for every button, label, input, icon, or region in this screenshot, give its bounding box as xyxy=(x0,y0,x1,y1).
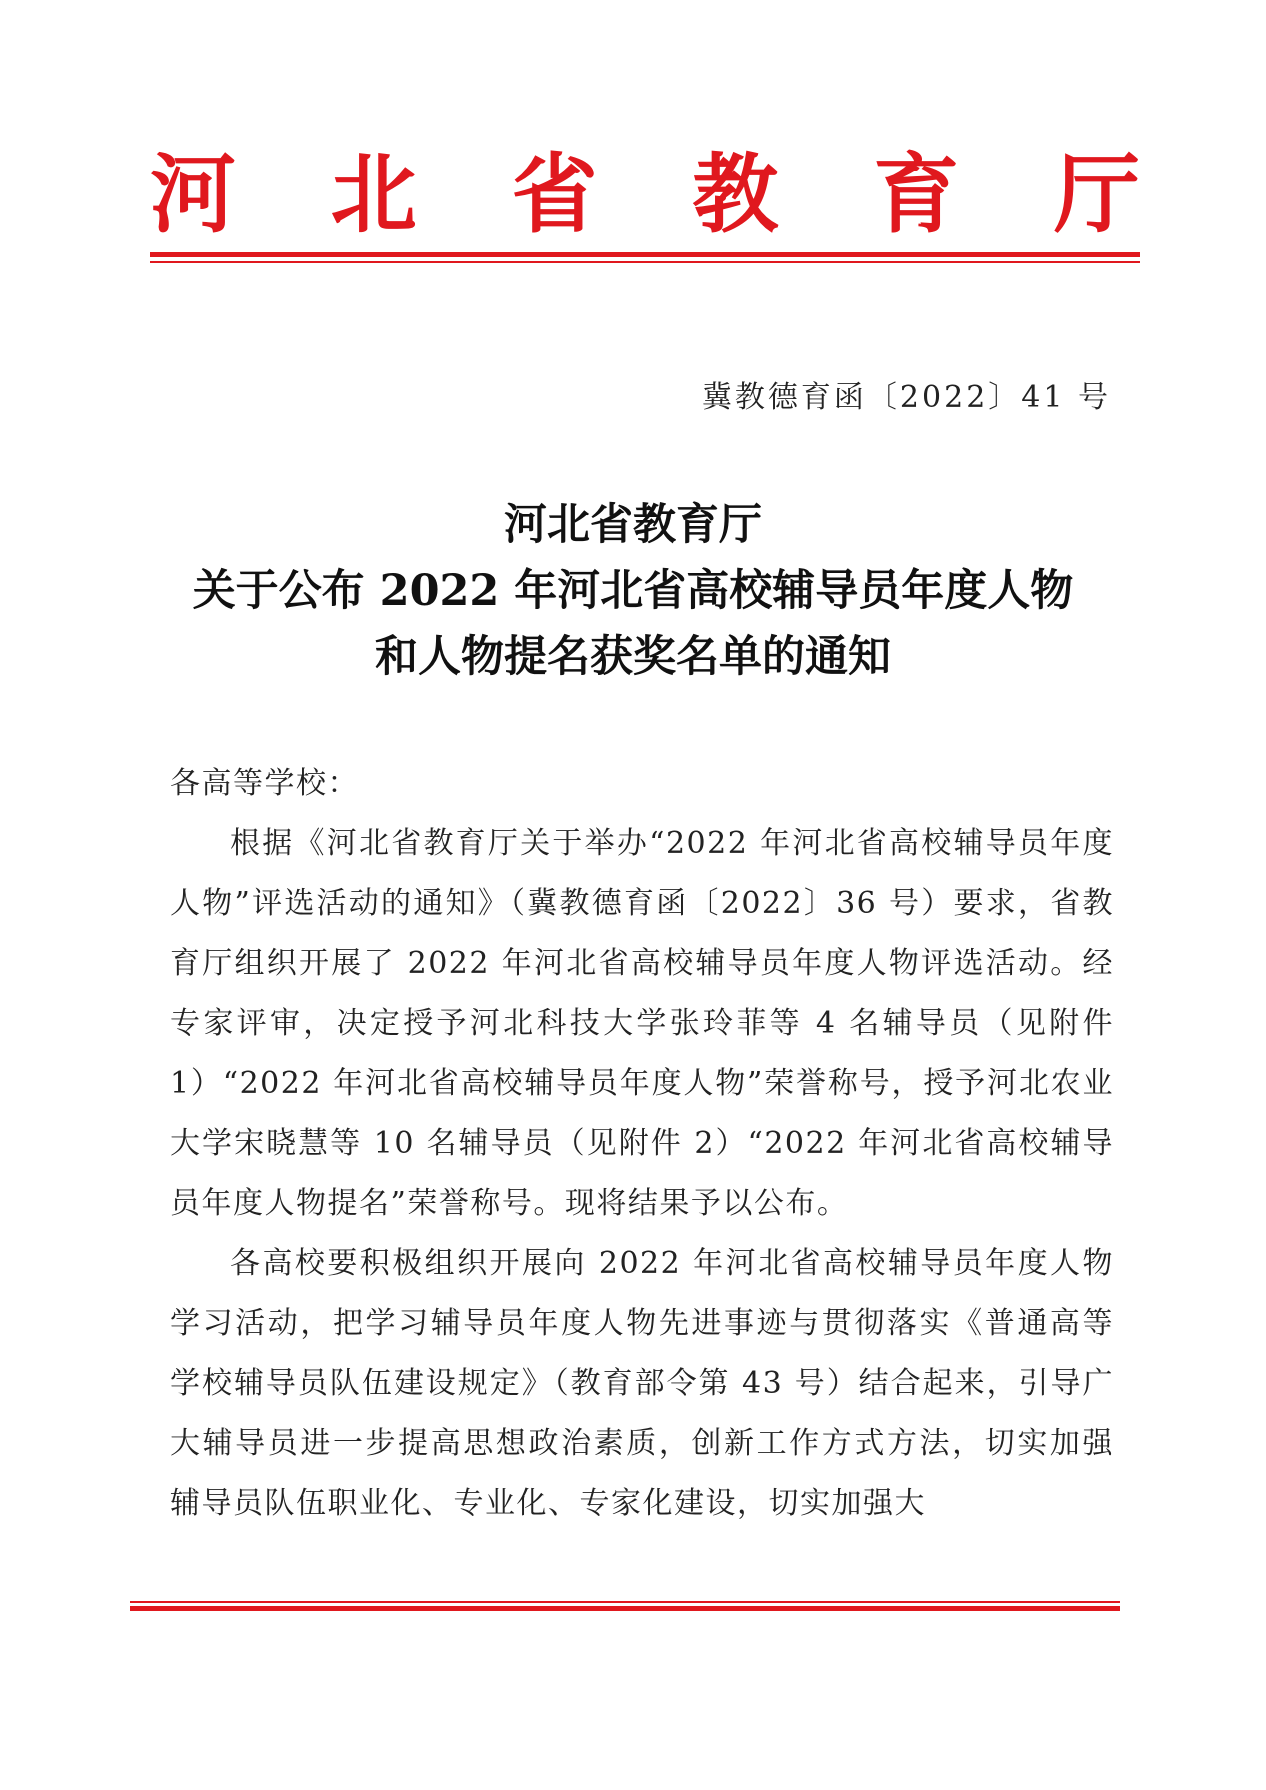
letterhead-rule-thin xyxy=(150,261,1140,263)
body-paragraph: 根据《河北省教育厅关于举办“2022 年河北省高校辅导员年度人物”评选活动的通知》（冀教德育函〔2022〕36 号）要求，省教育厅组织开展了 2022 年河北省高校辅导员年度人物评选活动。经专家评审，决定授予河北科技大学张玲菲等 4 名辅导员（见附件 1）“2022 年河北省高校辅导员年度人物”荣誉称号，授予河北农业大学宋晓慧等 10 名辅导员（见附件 2）“2022 年河北省高校辅导员年度人物提名”荣誉称号。现将结果予以公布。 xyxy=(170,826,1114,1221)
document-title xyxy=(150,492,1116,690)
letterhead-char: 教 xyxy=(692,145,779,245)
footer-rule-thick xyxy=(130,1606,1120,1611)
letterhead-char: 省 xyxy=(511,145,598,245)
title-line: 河北省教育厅 xyxy=(504,500,762,550)
title-line: 和人物提名获奖名单的通知 xyxy=(375,632,891,682)
letterhead-char: 厅 xyxy=(1053,145,1140,245)
letterhead-rule-thick xyxy=(150,252,1140,257)
footer-rule-thin xyxy=(130,1601,1120,1603)
letterhead-char: 育 xyxy=(873,145,960,245)
letterhead-char: 北 xyxy=(330,145,417,245)
title-line: 关于公布 2022 年河北省高校辅导员年度人物 xyxy=(192,566,1074,616)
document-number: 冀教德育函〔2022〕41 号 xyxy=(701,380,1111,415)
salutation: 各高等学校： xyxy=(170,766,359,801)
letterhead-char: 河 xyxy=(150,145,236,245)
letterhead-title xyxy=(150,140,1140,250)
document-body xyxy=(170,754,1114,1534)
body-paragraph: 各高校要积极组织开展向 2022 年河北省高校辅导员年度人物学习活动，把学习辅导员年度人物先进事迹与贯彻落实《普通高等学校辅导员队伍建设规定》（教育部令第 43 号）结合起来，引导广大辅导员进一步提高思想政治素质，创新工作方式方法，切实加强辅导员队伍职业化、专业化、专家化建设，切实加强大 xyxy=(170,1246,1114,1521)
